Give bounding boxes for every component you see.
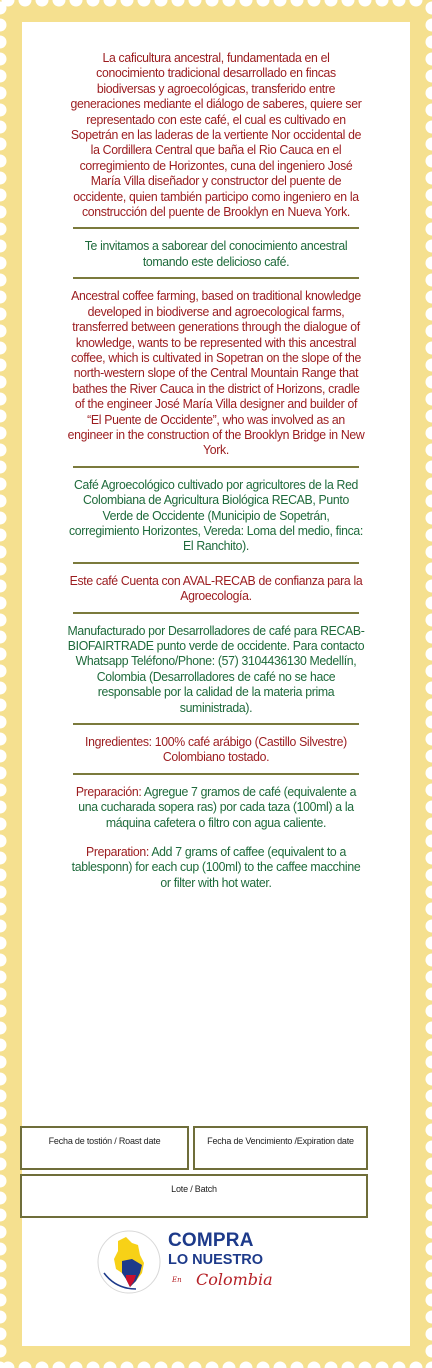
roast-date-label: Fecha de tostión / Roast date bbox=[48, 1136, 161, 1146]
divider bbox=[73, 277, 359, 279]
logo-line2: LO NUESTRO bbox=[168, 1252, 264, 1268]
label-content bbox=[22, 50, 410, 890]
expiration-date-label: Fecha de Vencimiento /Expiration date bbox=[207, 1136, 354, 1146]
compra-lo-nuestro-logo bbox=[96, 1228, 306, 1296]
preparation-english-label: Preparation: bbox=[86, 844, 149, 860]
preparation-spanish bbox=[67, 784, 365, 830]
divider bbox=[73, 227, 359, 229]
preparation-english bbox=[67, 844, 365, 890]
intro-spanish: La caficultura ancestral, fundamentada en el conocimiento tradicional desarrollado en fincas biodiversas y agroecológicas, transferido entre generaciones mediante el diálogo de saberes, quiere ser representado con este café, el cual es cultivado en Sopetrán en las laderas de la vertiente Nor occidental de la Cordillera Central que baña el Rio Cauca en el corregimiento de Horizontes, cuna del ingeniero José María Villa diseñador y constructor del puente de occidente, quien también participo como ingeniero en la construcción del puente de Brooklyn en Nueva York. bbox=[70, 50, 362, 220]
divider bbox=[73, 773, 359, 775]
batch-field[interactable] bbox=[20, 1174, 368, 1218]
intro-english: Ancestral coffee farming, based on traditional knowledge developed in biodiverse and agroecological farms, transferred between generations through the dialogue of knowledge, wants to be represented with this ancestral coffee, which is cultivated in Sopetran on the slope of the north-western slope of the Central Mountain Range that bathes the River Cauca in the district of Horizons, cradle of the engineer José María Villa designer and builder of “El Puente de Occidente”, who was involved as an engineer in the construction of the Brooklyn Bridge in New York. bbox=[67, 288, 365, 458]
roast-date-field[interactable] bbox=[20, 1126, 189, 1170]
logo-script: Colombia bbox=[196, 1270, 273, 1289]
preparation-spanish-text: Agregue 7 gramos de café (equivalente a una cucharada sopera ras) por cada taza (100ml) a la máquina cafetera o filtro con agua caliente. bbox=[78, 783, 357, 830]
preparation-spanish-label: Preparación: bbox=[75, 783, 142, 799]
divider bbox=[73, 562, 359, 564]
ingredients: Ingredientes: 100% café arábigo (Castillo Silvestre) Colombiano tostado. bbox=[85, 734, 347, 765]
batch-label: Lote / Batch bbox=[171, 1184, 217, 1194]
preparation-english-text: Add 7 grams of caffee (equivalent to a tablesponn) for each cup (100ml) to the caffee macchine or filter with hot water. bbox=[71, 844, 361, 890]
invitation-spanish: Te invitamos a saborear del conocimiento ancestral tomando este delicioso café. bbox=[84, 238, 348, 269]
logo-small-text: En bbox=[172, 1276, 182, 1284]
manufacturer-info: Manufacturado por Desarrolladores de café para RECAB-BIOFAIRTRADE punto verde de occidente. Para contacto Whatsapp Teléfono/Phone: (57) 3104436130 Medellín, Colombia (Desarrolladores de café no se hace responsable por la calidad de la materia prima suministrada). bbox=[67, 622, 365, 715]
logo-line1: COMPRA bbox=[168, 1230, 254, 1251]
aval-certification: Este café Cuenta con AVAL-RECAB de confianza para la Agroecología. bbox=[69, 572, 363, 604]
divider bbox=[73, 612, 359, 614]
expiration-date-field[interactable] bbox=[193, 1126, 368, 1170]
origin-spanish: Café Agroecológico cultivado por agricultores de la Red Colombiana de Agricultura Biológica RECAB, Punto Verde de Occidente (Municipio de Sopetrán, corregimiento Horizontes, Vereda: Loma del medio, finca: El Ranchito). bbox=[69, 476, 363, 554]
divider bbox=[73, 466, 359, 468]
colombia-map-icon bbox=[96, 1229, 162, 1295]
divider bbox=[73, 723, 359, 725]
